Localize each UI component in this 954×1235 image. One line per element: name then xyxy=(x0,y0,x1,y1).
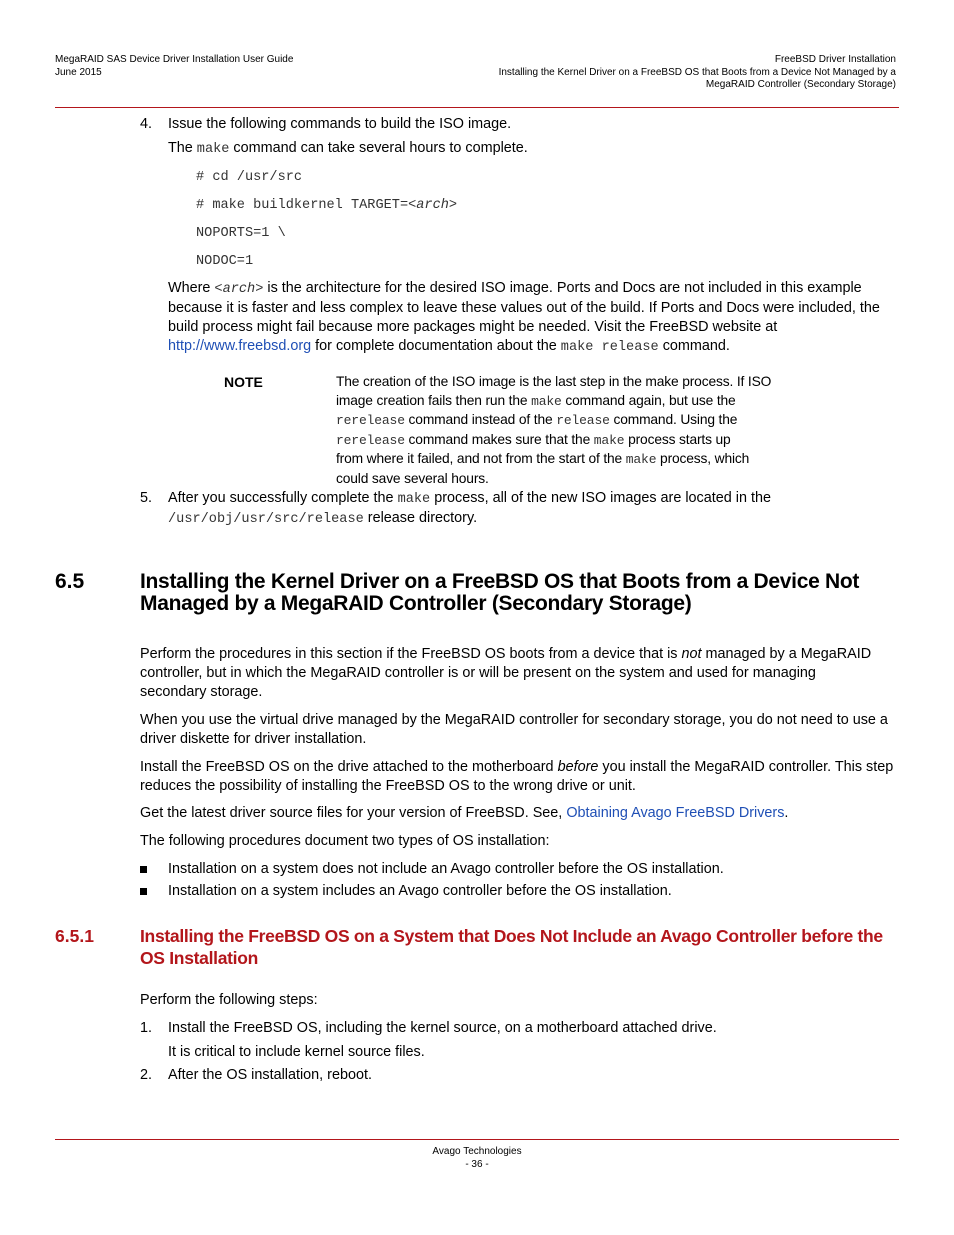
section-6-5-number: 6.5 xyxy=(55,570,85,593)
bullet-item-2: Installation on a system includes an Avago controller before the OS installation. xyxy=(168,883,672,899)
header-section-line2: MegaRAID Controller (Secondary Storage) xyxy=(705,79,896,90)
step1-number: 1. xyxy=(140,1020,153,1036)
step2-text: After the OS installation, reboot. xyxy=(168,1067,372,1083)
section-6-5-title: Installing the Kernel Driver on a FreeBSD OS that Boots from a Device Not Managed by a MegaRAID Controller (Secondary Storage) xyxy=(140,570,860,615)
bullet-marker xyxy=(140,866,147,873)
code-line-nodoc: NODOC=1 xyxy=(196,254,254,269)
header-divider xyxy=(55,107,899,108)
bullet-marker xyxy=(140,888,147,895)
step5-text: After you successfully complete the make process, all of the new ISO images are located in the /usr/obj/usr/src/release release directory. xyxy=(168,490,771,527)
code-line-buildkernel: # make buildkernel TARGET=<arch> xyxy=(196,198,458,213)
section-6-5-para3: Install the FreeBSD OS on the drive attached to the motherboard before you install the MegaRAID controller. This step reduces the possibility of installing the FreeBSD OS to the wrong drive or unit. xyxy=(140,759,894,794)
footer-company: Avago Technologies xyxy=(432,1146,522,1157)
bullet-item-1: Installation on a system does not include an Avago controller before the OS installation. xyxy=(168,861,724,877)
release-path: /usr/obj/usr/src/release xyxy=(168,512,364,527)
section-6-5-1-intro: Perform the following steps: xyxy=(140,992,318,1008)
step4-text: Issue the following commands to build the ISO image. xyxy=(168,116,512,132)
section-6-5-1-title: Installing the FreeBSD OS on a System that Does Not Include an Avago Controller before the OS Installation xyxy=(140,926,883,968)
freebsd-link[interactable]: http://www.freebsd.org xyxy=(168,338,312,354)
header-right xyxy=(499,54,896,92)
footer xyxy=(0,1146,954,1171)
section-6-5-para5: The following procedures document two types of OS installation: xyxy=(140,833,550,849)
note-body: The creation of the ISO image is the last step in the make process. If ISO image creation fails then run the make command again, but use the rerelease command instead of the release command. Using the rerelease command makes sure that the make process starts up from where it failed, and not from the start of the make process, which could save several hours. xyxy=(336,374,772,486)
section-6-5-para1: Perform the procedures in this section if the FreeBSD OS boots from a device that is not managed by a MegaRAID controller, but in which the MegaRAID controller is or will be present on the system and used for managing secondary storage. xyxy=(140,646,872,700)
code-line-cd: # cd /usr/src xyxy=(196,170,303,185)
step1-text: Install the FreeBSD OS, including the kernel source, on a motherboard attached drive. xyxy=(168,1020,717,1036)
step4-number: 4. xyxy=(140,116,153,132)
section-6-5-para4: Get the latest driver source files for your version of FreeBSD. See, Obtaining Avago FreeBSD Drivers. xyxy=(140,805,789,821)
step2-number: 2. xyxy=(140,1067,153,1083)
step4-make-note: The make command can take several hours to complete. xyxy=(168,140,528,157)
header-chapter: FreeBSD Driver Installation xyxy=(774,54,896,65)
header-section-line1: Installing the Kernel Driver on a FreeBSD OS that Boots from a Device Not Managed by a xyxy=(498,66,896,78)
step4-where-paragraph: Where <arch> is the architecture for the desired ISO image. Ports and Docs are not included in this example because it is faster and less complex to leave these values out of the build. If Ports and Docs were included, the build process might fail because more packages might be needed. Visit the FreeBSD website at http://www.freebsd.org for complete documentation about the make release command. xyxy=(168,280,880,355)
code-make: make xyxy=(196,142,230,157)
header-date: June 2015 xyxy=(55,66,102,78)
section-6-5-para2: When you use the virtual drive managed by the MegaRAID controller for secondary storage, you do not need to use a driver diskette for driver installation. xyxy=(140,712,888,747)
obtaining-drivers-link[interactable]: Obtaining Avago FreeBSD Drivers xyxy=(566,805,785,821)
step1-subtext: It is critical to include kernel source files. xyxy=(168,1044,425,1060)
code-line-noports: NOPORTS=1 \ xyxy=(196,226,286,241)
page-number: - 36 - xyxy=(465,1158,489,1170)
footer-divider xyxy=(55,1139,899,1140)
header-left xyxy=(55,54,293,79)
header-doc-title: MegaRAID SAS Device Driver Installation User Guide xyxy=(55,54,294,65)
section-6-5-1-number: 6.5.1 xyxy=(55,926,94,946)
note-label: NOTE xyxy=(224,374,263,390)
step5-number: 5. xyxy=(140,490,153,506)
